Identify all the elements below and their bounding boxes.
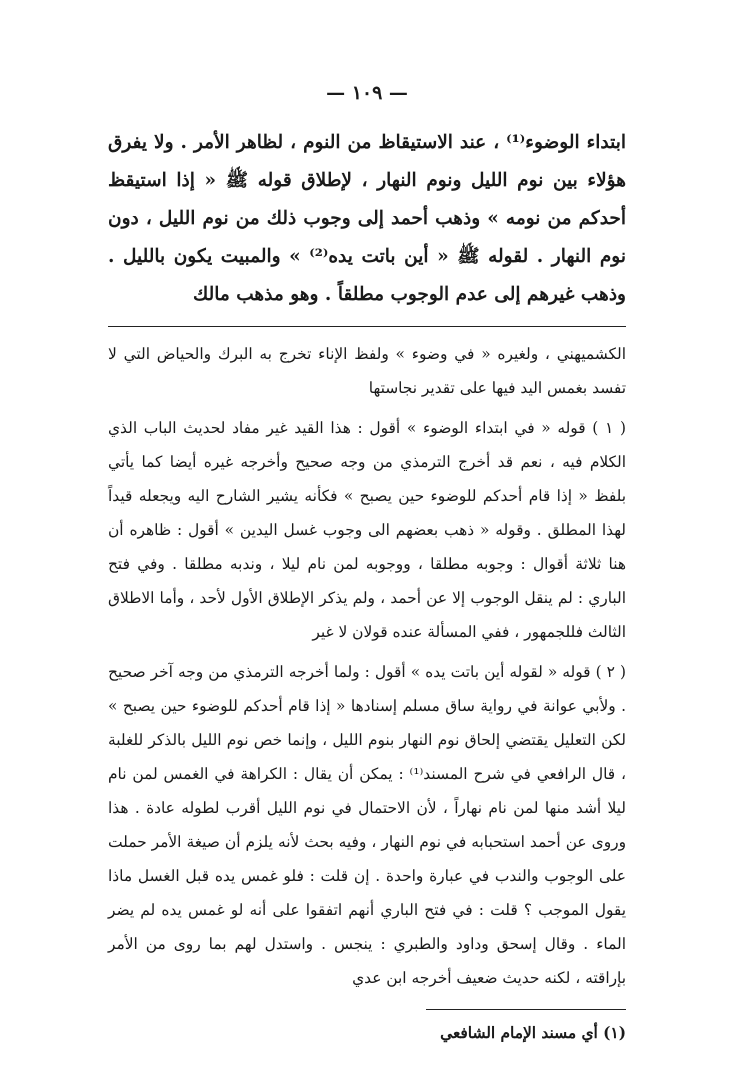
commentary-note-1: ( ١ ) قوله « في ابتداء الوضوء » أقول : هذا القيد غير مفاد لحديث الباب الذي الكلام فيه ، نعم قد أخرج الترمذي من وجه صحيح وأخرجه غيره أيضا كما يأتي بلفظ « إذا قام أحدكم للوضوء حين يصبح » فكأنه يشير الشارح اليه ويجعله قيداً لهذا المطلق . وقوله « ذهب بعضهم الى وجوب غسل اليدين » أقول : ظاهره أن هنا ثلاثة أقوال : وجوبه مطلقا ، ووجوبه لمن نام ليلا ، وندبه مطلقا . وفي فتح الباري : لم ينقل الوجوب إلا عن أحمد ، ولم يذكر الإطلاق الأول لأحد ، وأما الاطلاق الثالث فللجمهور ، ففي المسألة عنده قولان لا غير	[108, 419, 626, 641]
page-number: — ١٠٩ —	[326, 82, 408, 104]
commentary-note-2: ( ٢ ) قوله « لقوله أين باتت يده » أقول : ولما أخرجه الترمذي من وجه آخر صحيح . ولأبي عوانة في رواية ساق مسلم إسنادها « إذا قام أحدكم للوضوء حين يصبح » لكن التعليل يقتضي إلحاق نوم النهار بنوم الليل ، وإنما خص نوم الليل بالذكر للغلبة ، قال الرافعي في شرح المسند⁽¹⁾ : يمكن أن يقال : الكراهة في الغمس لمن نام ليلا أشد منها لمن نام نهاراً ، لأن الاحتمال في نوم الليل أقرب لطوله عادة . هذا وروى عن أحمد استحبابه في نوم النهار ، وفيه بحث لأنه يلزم أن صيغة الأمر حملت على الوجوب والندب في عبارة واحدة . إن قلت : فلو غمس يده قبل الغسل ماذا يقول الموجب ؟ قلت : في فتح الباري أنهم اتفقوا على أنه لو غمس يده لم يضر الماء . وقال إسحق وداود والطبري : ينجس . واستدل لهم بما روى من الأمر بإراقته ، لكنه حديث ضعيف أخرجه ابن عدي	[108, 663, 626, 987]
footnote-divider	[426, 1009, 626, 1010]
main-text: ابتداء الوضوء⁽¹⁾ ، عند الاستيقاظ من النوم ، لظاهر الأمر . ولا يفرق هؤلاء بين نوم الليل ونوم النهار ، لإطلاق قوله ﷺ « إذا استيقظ أحدكم من نومه » وذهب أحمد إلى وجوب ذلك من نوم الليل ، دون نوم النهار . لقوله ﷺ « أين باتت يده⁽²⁾ » والمبيت يكون بالليل . وذهب غيرهم إلى عدم الوجوب مطلقاً . وهو مذهب مالك	[108, 132, 626, 305]
commentary-continuation: الكشميهني ، ولغيره « في وضوء » ولفظ الإناء تخرج به البرك والحياض التي لا تفسد بغمس اليد فيها على تقدير نجاستها	[108, 345, 626, 397]
footnote: (١) أي مسند الإمام الشافعي	[440, 1024, 626, 1042]
section-divider	[108, 326, 626, 327]
book-page	[108, 82, 626, 1048]
